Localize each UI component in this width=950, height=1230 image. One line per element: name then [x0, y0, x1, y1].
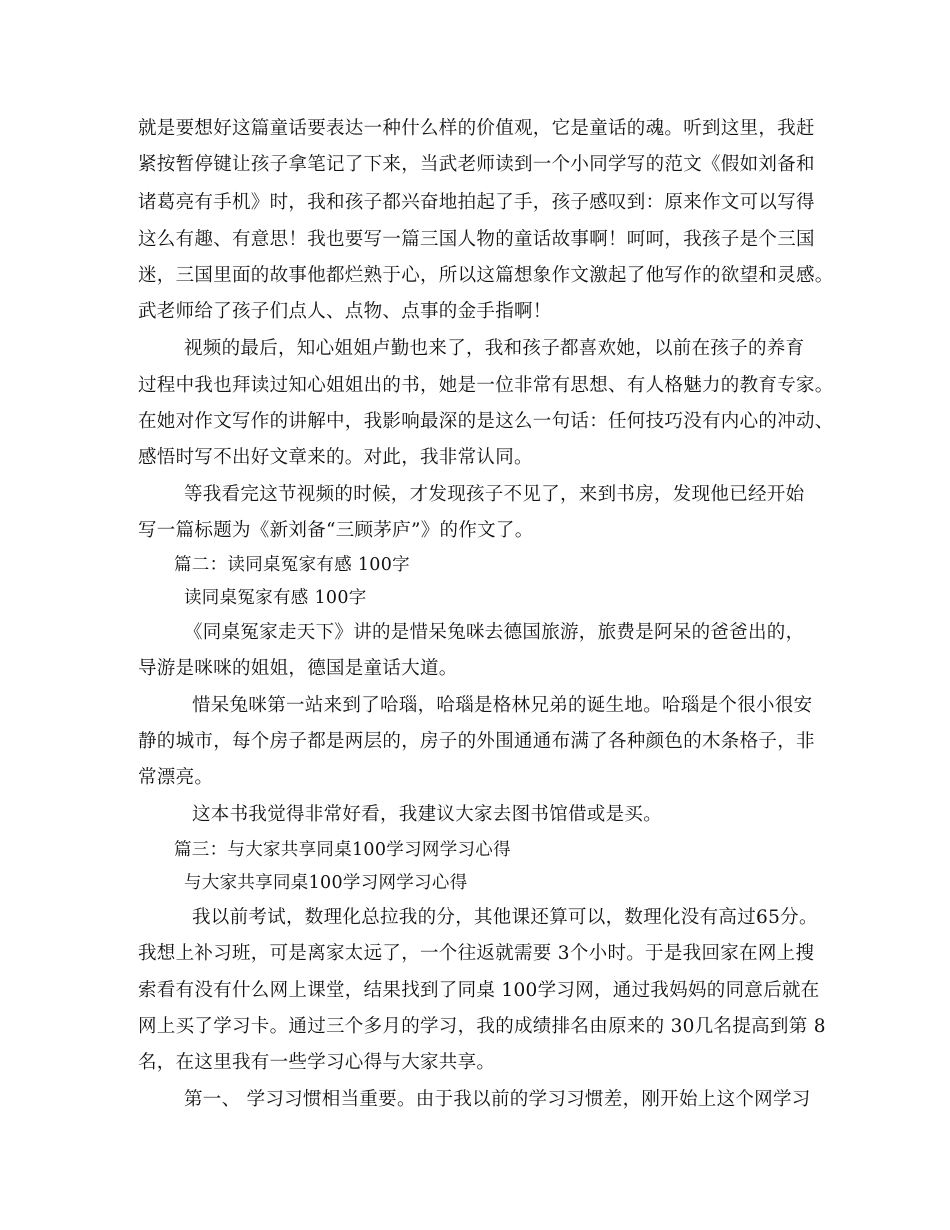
text-line: 过程中我也拜读过知心姐姐出的书，她是一位非常有思想、有人格魅力的教育专家。 [138, 375, 834, 396]
text-line: 这么有趣、有意思！我也要写一篇三国人物的童话故事啊！呵呵，我孩子是个三国 [138, 229, 815, 250]
text-line: 感悟时写不出好文章来的。对此，我非常认同。 [138, 447, 533, 468]
text-line: 就是要想好这篇童话要表达一种什么样的价值观，它是童话的魂。听到这里，我赶 [138, 118, 815, 139]
text-line: 我以前考试，数理化总拉我的分，其他课还算可以，数理化没有高过65分。 [192, 907, 818, 928]
article-title: 与大家共享同桌100学习网学习心得 [184, 873, 468, 893]
text-line: 我想上补习班，可是离家太远了，一个往返就需要 3个小时。于是我回家在网上搜 [138, 943, 815, 964]
text-line: 名，在这里我有一些学习心得与大家共享。 [138, 1052, 496, 1073]
section-heading: 篇三：与大家共享同桌100学习网学习心得 [174, 840, 511, 860]
text-line: 网上买了学习卡。通过三个多月的学习，我的成绩排名由原来的 30几名提高到第 8 [138, 1016, 826, 1037]
text-line: 视频的最后，知心姐姐卢勤也来了，我和孩子都喜欢她，以前在孩子的养育 [184, 338, 805, 359]
section-heading: 篇二：读同桌冤家有感 100字 [174, 555, 410, 575]
text-line: 紧按暂停键让孩子拿笔记了下来，当武老师读到一个小同学写的范文《假如刘备和 [138, 154, 815, 175]
text-line: 在她对作文写作的讲解中，我影响最深的是这么一句话：任何技巧没有内心的冲动、 [138, 411, 834, 432]
text-line: 这本书我觉得非常好看，我建议大家去图书馆借或是买。 [192, 804, 663, 825]
text-line: 武老师给了孩子们点人、点物、点事的金手指啊！ [138, 301, 552, 322]
text-line: 《同桌冤家走天下》讲的是惜呆兔咪去德国旅游，旅费是阿呆的爸爸出的， [184, 622, 805, 643]
text-line: 写一篇标题为《新刘备“三顾茅庐”》的作文了。 [138, 520, 534, 541]
text-line: 惜呆兔咪第一站来到了哈瑙，哈瑙是格林兄弟的诞生地。哈瑙是个很小很安 [192, 695, 813, 716]
text-line: 索看有没有什么网上课堂，结果找到了同桌 100学习网，通过我妈妈的同意后就在 [138, 980, 820, 1001]
text-line: 常漂亮。 [138, 767, 214, 788]
text-line: 静的城市，每个房子都是两层的，房子的外围通通布满了各种颜色的木条格子，非 [138, 731, 815, 752]
text-line: 第一、 学习习惯相当重要。由于我以前的学习习惯差，刚开始上这个网学习 [184, 1089, 811, 1110]
text-line: 等我看完这节视频的时候，才发现孩子不见了，来到书房，发现他已经开始 [184, 484, 805, 505]
text-line: 导游是咪咪的姐姐，德国是童话大道。 [138, 658, 458, 679]
text-line: 迷，三国里面的故事他都烂熟于心，所以这篇想象作文激起了他写作的欲望和灵感。 [138, 265, 834, 286]
article-title: 读同桌冤家有感 100字 [184, 588, 367, 608]
text-line: 诸葛亮有手机》时，我和孩子都兴奋地拍起了手，孩子感叹到：原来作文可以写得 [138, 192, 815, 213]
